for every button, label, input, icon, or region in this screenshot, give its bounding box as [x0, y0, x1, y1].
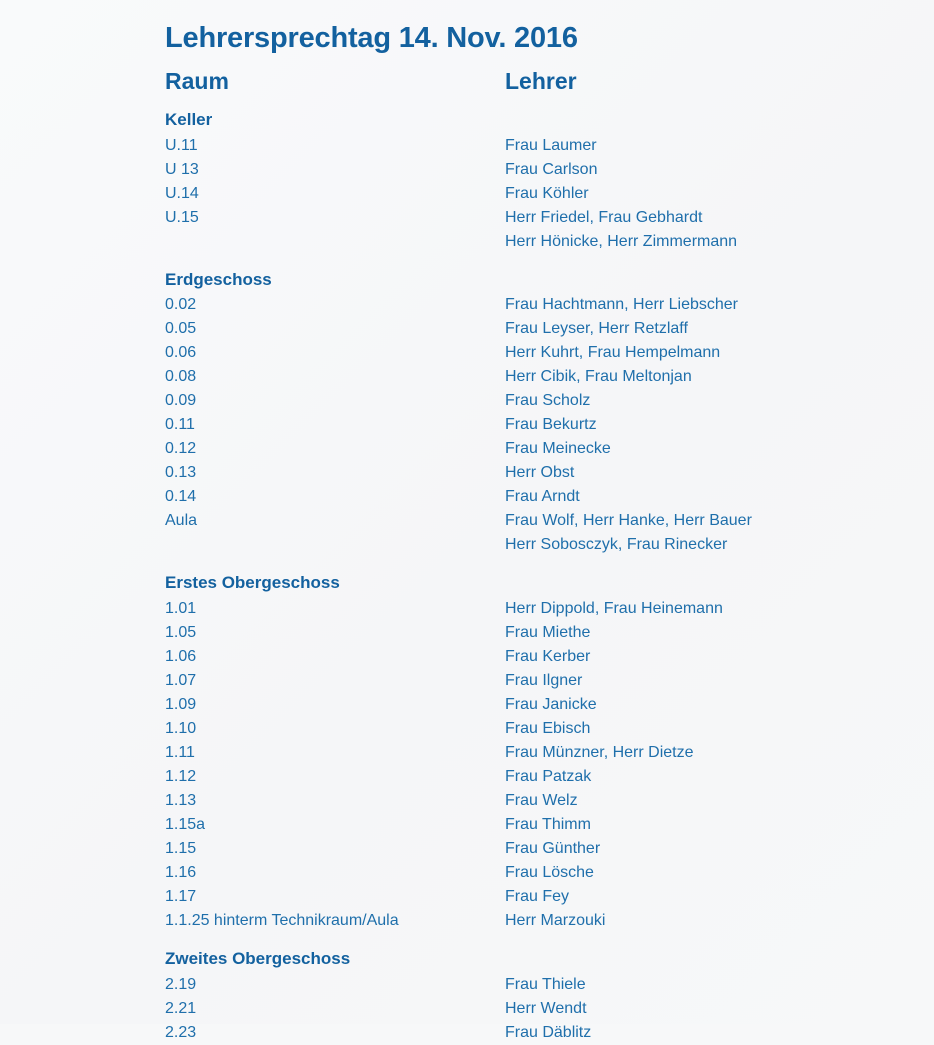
column-header-teacher: Lehrer [505, 67, 577, 94]
column-headers [165, 69, 934, 94]
table-row [165, 693, 934, 717]
table-row [165, 789, 934, 813]
table-row [165, 437, 934, 461]
room-cell: 2.21 [165, 999, 197, 1017]
floor-section [165, 108, 934, 254]
room-cell: 1.15a [165, 816, 206, 834]
teacher-cell: Herr Hönicke, Herr Zimmermann [505, 232, 738, 250]
table-row [165, 813, 934, 837]
room-cell: 0.09 [165, 392, 197, 410]
room-cell: 1.09 [165, 696, 197, 714]
teacher-cell: Herr Obst [505, 464, 575, 482]
room-cell: 1.12 [165, 768, 197, 786]
table-row [165, 158, 934, 182]
teacher-cell: Frau Leyser, Herr Retzlaff [505, 320, 688, 338]
table-row [165, 1021, 934, 1045]
room-cell: 1.07 [165, 672, 197, 690]
teacher-cell: Frau Lösche [505, 864, 594, 882]
section-title: Erdgeschoss [165, 269, 272, 289]
teacher-cell: Herr Dippold, Frau Heinemann [505, 600, 723, 618]
room-cell: 1.10 [165, 720, 197, 738]
section-title: Erstes Obergeschoss [165, 573, 340, 593]
teacher-cell: Frau Thiele [505, 975, 586, 993]
table-row [165, 485, 934, 509]
table-row [165, 741, 934, 765]
teacher-cell: Frau Köhler [505, 184, 589, 202]
teacher-cell: Frau Ebisch [505, 720, 591, 738]
teacher-cell: Frau Bekurtz [505, 416, 597, 434]
table-row [165, 182, 934, 206]
teacher-cell: Frau Günther [505, 840, 601, 858]
table-row [165, 413, 934, 437]
room-cell: 1.16 [165, 864, 197, 882]
teacher-cell: Frau Ilgner [505, 672, 583, 690]
room-cell: 0.11 [165, 416, 195, 434]
room-cell: 0.12 [165, 440, 197, 458]
teacher-cell: Frau Miethe [505, 624, 591, 642]
teacher-cell: Frau Wolf, Herr Hanke, Herr Bauer [505, 512, 752, 530]
table-row [165, 997, 934, 1021]
teacher-cell: Herr Friedel, Frau Gebhardt [505, 208, 703, 226]
table-row [165, 885, 934, 909]
table-row [165, 341, 934, 365]
table-row [165, 909, 934, 933]
room-cell: 1.15 [165, 840, 197, 858]
table-row [165, 533, 934, 557]
table-row [165, 134, 934, 158]
room-cell: 0.05 [165, 320, 197, 338]
table-row [165, 861, 934, 885]
table-row [165, 973, 934, 997]
teacher-cell: Herr Sobosczyk, Frau Rinecker [505, 536, 728, 554]
table-row [165, 669, 934, 693]
table-row [165, 461, 934, 485]
room-cell: U.11 [165, 136, 198, 154]
table-row [165, 293, 934, 317]
table-row [165, 717, 934, 741]
room-cell: 1.17 [165, 888, 197, 906]
teacher-cell: Herr Wendt [505, 999, 587, 1017]
section-title: Keller [165, 110, 213, 130]
teacher-cell: Frau Münzner, Herr Dietze [505, 744, 694, 762]
room-cell: 0.13 [165, 464, 197, 482]
teacher-cell: Frau Scholz [505, 392, 591, 410]
room-cell: U.14 [165, 184, 199, 202]
room-cell: 1.13 [165, 792, 197, 810]
room-cell: Aula [165, 512, 198, 530]
teacher-cell: Frau Kerber [505, 648, 591, 666]
teacher-cell: Frau Thimm [505, 816, 591, 834]
table-row [165, 837, 934, 861]
teacher-cell: Frau Patzak [505, 768, 592, 786]
sections-container [165, 108, 934, 1045]
room-cell: 0.02 [165, 296, 197, 314]
table-row [165, 597, 934, 621]
room-cell: 1.11 [165, 744, 195, 762]
table-row [165, 206, 934, 230]
room-cell: 1.06 [165, 648, 197, 666]
teacher-cell: Frau Hachtmann, Herr Liebscher [505, 296, 738, 314]
floor-section [165, 947, 934, 1045]
room-cell: 1.1.25 hinterm Technikraum/Aula [165, 912, 399, 930]
teacher-cell: Frau Arndt [505, 488, 580, 506]
floor-section [165, 571, 934, 933]
table-row [165, 230, 934, 254]
table-row [165, 765, 934, 789]
room-cell: 1.05 [165, 624, 197, 642]
table-row [165, 365, 934, 389]
teacher-cell: Frau Laumer [505, 136, 597, 154]
room-cell: 0.08 [165, 368, 197, 386]
room-cell: 0.06 [165, 344, 197, 362]
room-cell: 2.19 [165, 975, 197, 993]
table-row [165, 509, 934, 533]
teacher-cell: Frau Fey [505, 888, 570, 906]
teacher-cell: Herr Cibik, Frau Meltonjan [505, 368, 692, 386]
room-cell: 0.14 [165, 488, 197, 506]
teacher-cell: Herr Kuhrt, Frau Hempelmann [505, 344, 721, 362]
section-title: Zweites Obergeschoss [165, 949, 351, 969]
table-row [165, 645, 934, 669]
teacher-cell: Herr Marzouki [505, 912, 606, 930]
table-row [165, 317, 934, 341]
table-row [165, 621, 934, 645]
teacher-cell: Frau Welz [505, 792, 578, 810]
teacher-cell: Frau Carlson [505, 160, 598, 178]
floor-section [165, 268, 934, 558]
room-cell: 1.01 [165, 600, 197, 618]
room-cell: U.15 [165, 208, 199, 226]
teacher-cell: Frau Däblitz [505, 1023, 592, 1041]
teacher-cell: Frau Meinecke [505, 440, 611, 458]
column-header-room: Raum [165, 67, 229, 94]
table-row [165, 389, 934, 413]
page-title: Lehrersprechtag 14. Nov. 2016 [165, 22, 578, 54]
room-cell: 2.23 [165, 1023, 197, 1041]
teacher-cell: Frau Janicke [505, 696, 597, 714]
room-cell: U 13 [165, 160, 199, 178]
